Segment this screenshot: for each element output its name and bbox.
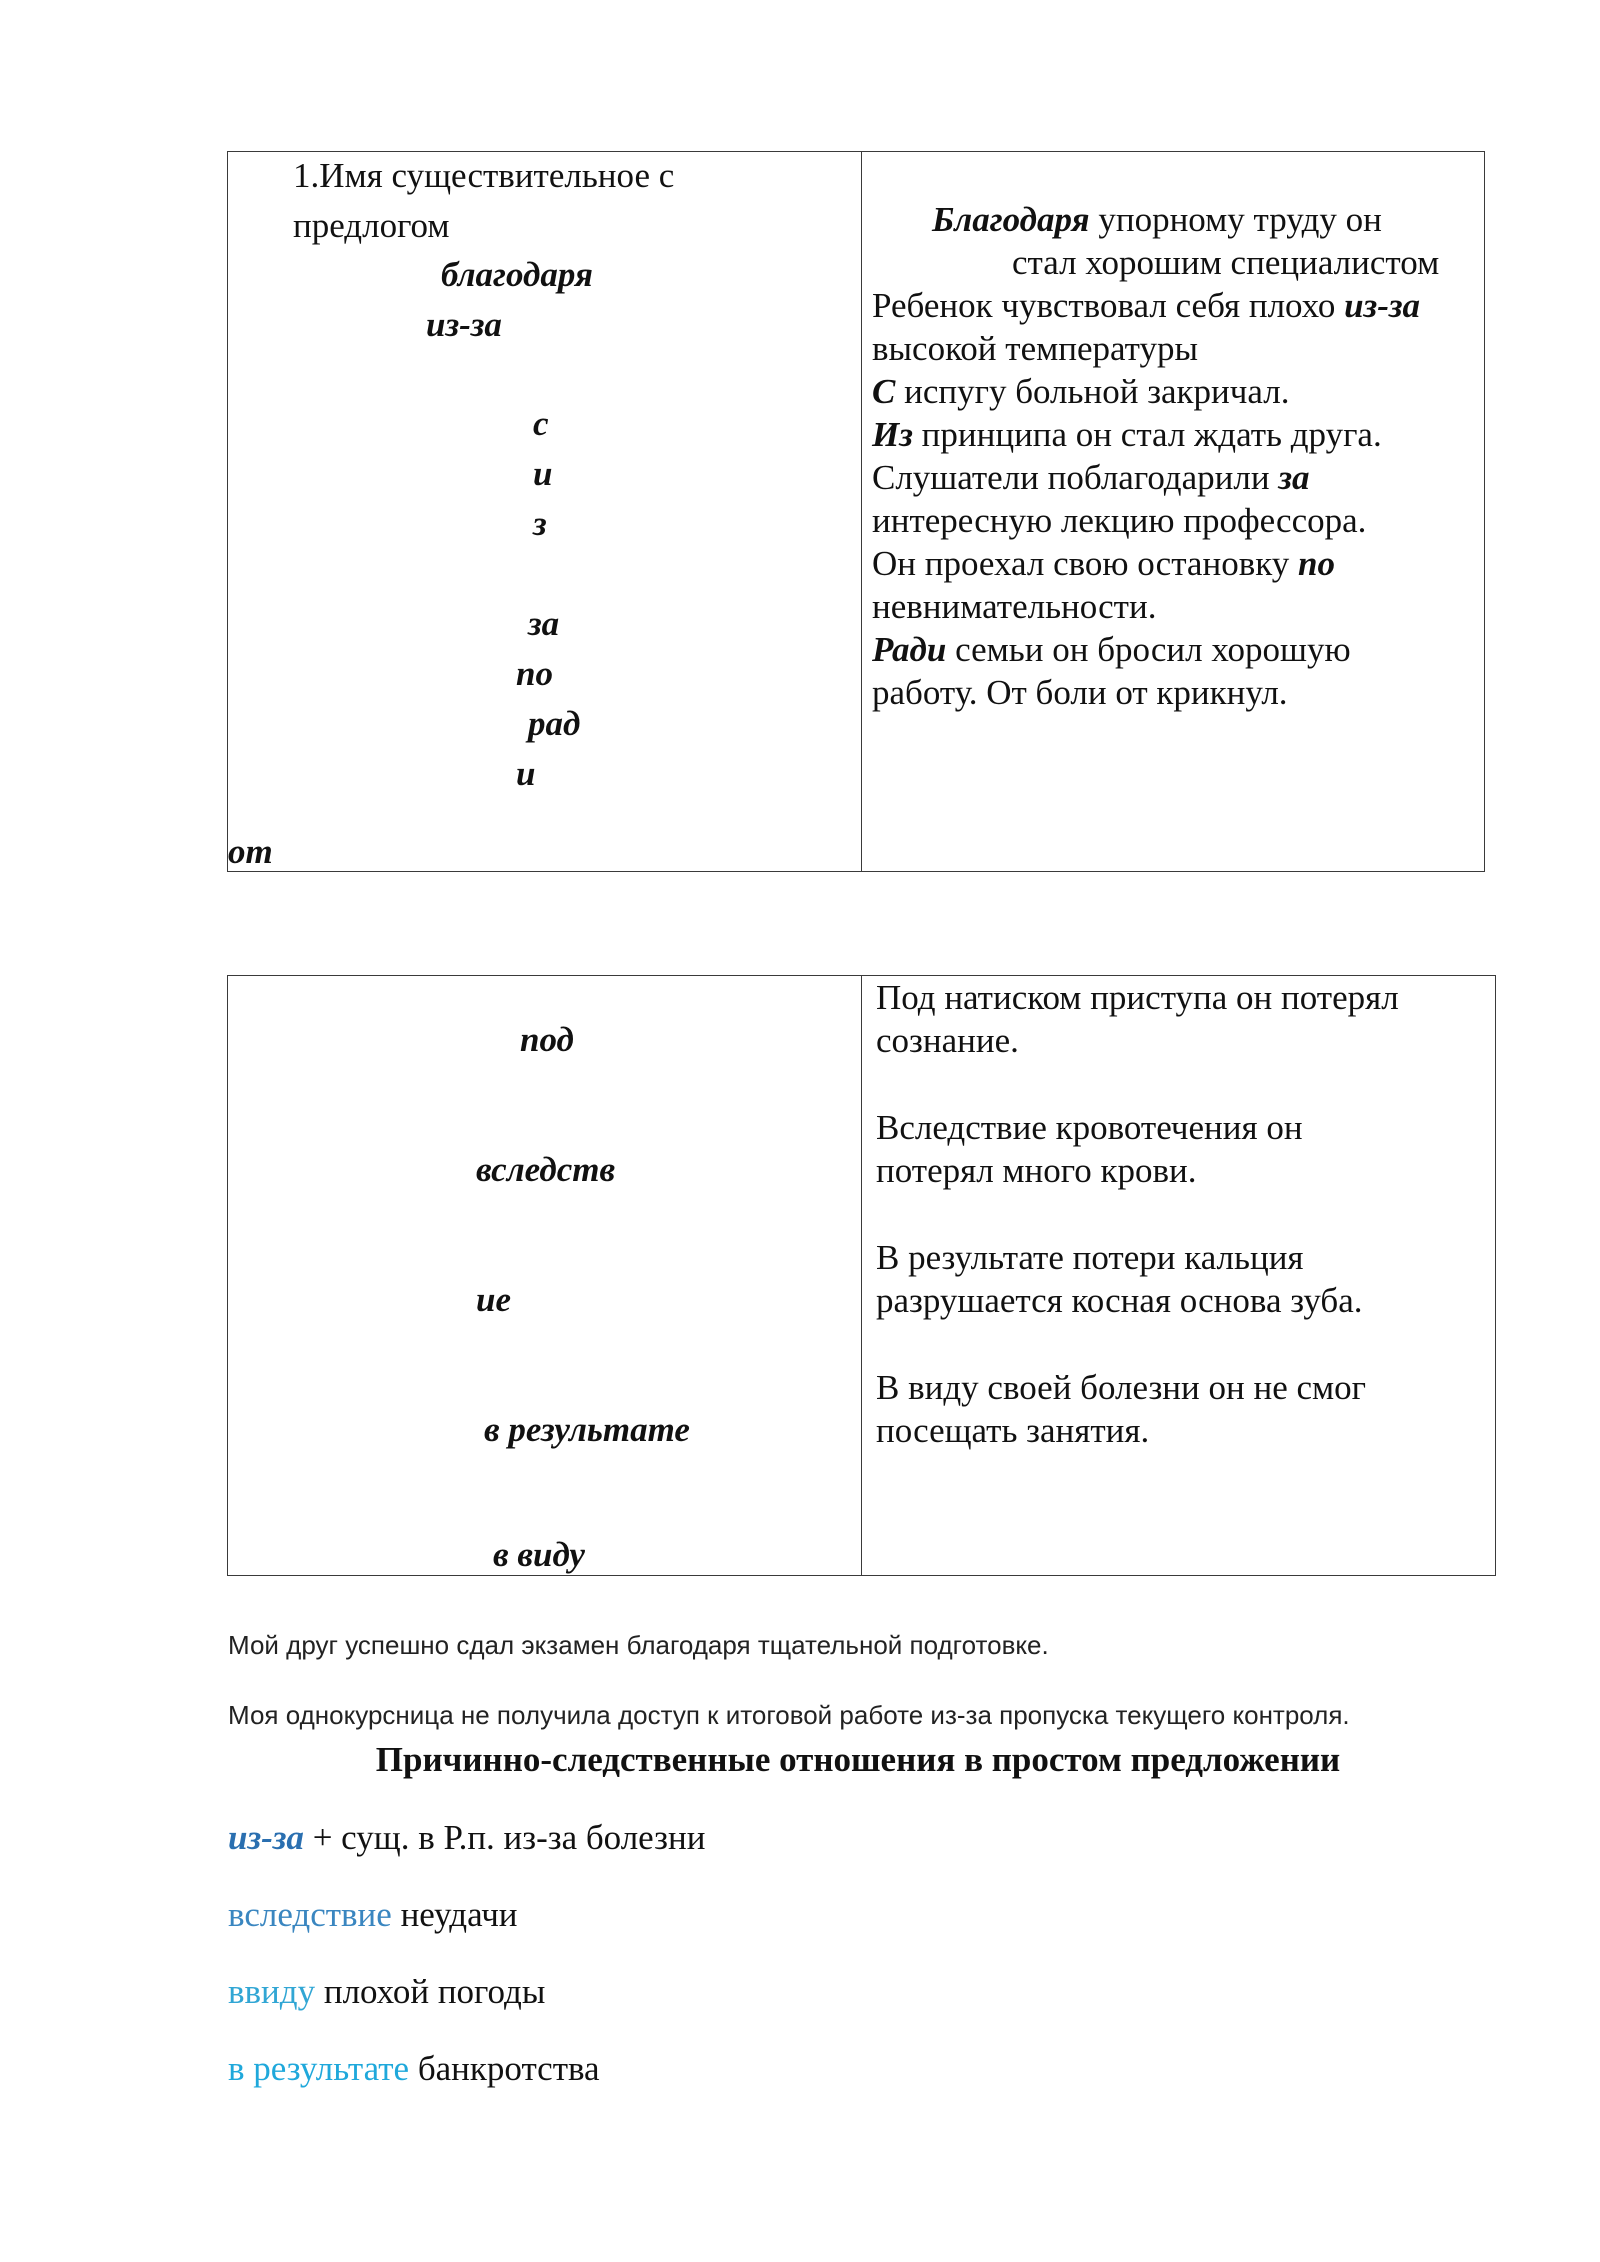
example-line [872, 628, 1351, 671]
table-divider [861, 152, 862, 871]
left-heading-line1: 1.Имя существительное с [293, 156, 675, 195]
preposition-word: ие [476, 1280, 511, 1319]
example-line: сознание. [876, 1021, 1019, 1060]
list-item [228, 2049, 600, 2089]
preposition-word: под [520, 1020, 574, 1059]
preposition-emphasis: Из [872, 415, 913, 454]
example-text: интересную лекцию профессора. [872, 501, 1367, 540]
example-text: стал хорошим специалистом [1012, 243, 1440, 282]
list-item [228, 1972, 545, 2012]
example-line: Вследствие кровотечения он [876, 1108, 1303, 1147]
example-text: работу. От боли от крикнул. [872, 673, 1288, 712]
preposition-highlight: из-за [228, 1818, 304, 1857]
example-line [872, 327, 1198, 370]
example-text: Ребенок чувствовал себя плохо [872, 286, 1345, 325]
example-line [872, 671, 1288, 714]
list-item-text: банкротства [409, 2049, 600, 2088]
preposition-emphasis: из-за [1344, 286, 1421, 325]
example-line [872, 499, 1366, 542]
example-line: посещать занятия. [876, 1411, 1150, 1450]
preposition-word: благодаря [441, 255, 593, 294]
left-heading-line2: предлогом [293, 206, 450, 245]
example-text: принципа он стал ждать друга. [912, 415, 1382, 454]
preposition-emphasis: за [1278, 458, 1310, 497]
preposition-word: вследств [476, 1150, 616, 1189]
example-line [872, 585, 1156, 628]
example-line: В виду своей болезни он не смог [876, 1368, 1367, 1407]
preposition-emphasis: по [1297, 544, 1335, 583]
preposition-word: и [516, 754, 536, 793]
list-item [228, 1895, 518, 1935]
preposition-highlight: ввиду [228, 1972, 316, 2011]
example-line: разрушается косная основа зуба. [876, 1281, 1363, 1320]
example-sentence-1: Мой друг успешно сдал экзамен благодаря тщательной подготовке. [228, 1630, 1049, 1660]
example-text: испугу больной закричал. [895, 372, 1290, 411]
preposition-word: в виду [493, 1535, 585, 1574]
preposition-highlight: в результате [228, 2049, 410, 2088]
example-line [872, 284, 1420, 327]
list-item-text: плохой погоды [315, 1972, 546, 2011]
example-line [932, 198, 1382, 241]
example-line: потерял много крови. [876, 1151, 1197, 1190]
example-line: Под натиском приступа он потерял [876, 978, 1399, 1017]
list-item-text: неудачи [391, 1895, 518, 1934]
example-text: Слушатели поблагодарили [872, 458, 1279, 497]
preposition-word: из-за [426, 305, 502, 344]
example-text: высокой температуры [872, 329, 1199, 368]
example-line [872, 542, 1335, 585]
example-line: В результате потери кальция [876, 1238, 1304, 1277]
example-text: упорному труду он [1089, 200, 1382, 239]
example-line [872, 456, 1309, 499]
preposition-word: с [533, 404, 549, 443]
example-text: семьи он бросил хорошую [946, 630, 1351, 669]
list-item-text: + сущ. в Р.п. из-за болезни [303, 1818, 706, 1857]
table-prepositions-2 [227, 975, 1496, 1576]
preposition-word: в результате [484, 1410, 690, 1449]
preposition-emphasis: Ради [872, 630, 947, 669]
preposition-word: з [533, 504, 547, 543]
preposition-word: от [228, 832, 273, 871]
example-line [872, 413, 1382, 456]
table-prepositions-1 [227, 151, 1485, 872]
list-item [228, 1818, 705, 1858]
preposition-word: рад [528, 704, 581, 743]
preposition-word: по [516, 654, 553, 693]
example-text: Он проехал свою остановку [872, 544, 1298, 583]
example-text: невнимательности. [872, 587, 1157, 626]
table-divider [861, 976, 862, 1575]
preposition-highlight: вследствие [228, 1895, 392, 1934]
preposition-emphasis: С [872, 372, 896, 411]
preposition-emphasis: Благодаря [932, 200, 1090, 239]
example-line [872, 370, 1289, 413]
example-line [1012, 241, 1439, 284]
preposition-word: за [528, 604, 560, 643]
example-sentence-2: Моя однокурсница не получила доступ к итоговой работе из-за пропуска текущего контроля. [228, 1700, 1350, 1730]
preposition-word: и [533, 454, 553, 493]
section-title: Причинно-следственные отношения в простом предложении [375, 1740, 1341, 1779]
